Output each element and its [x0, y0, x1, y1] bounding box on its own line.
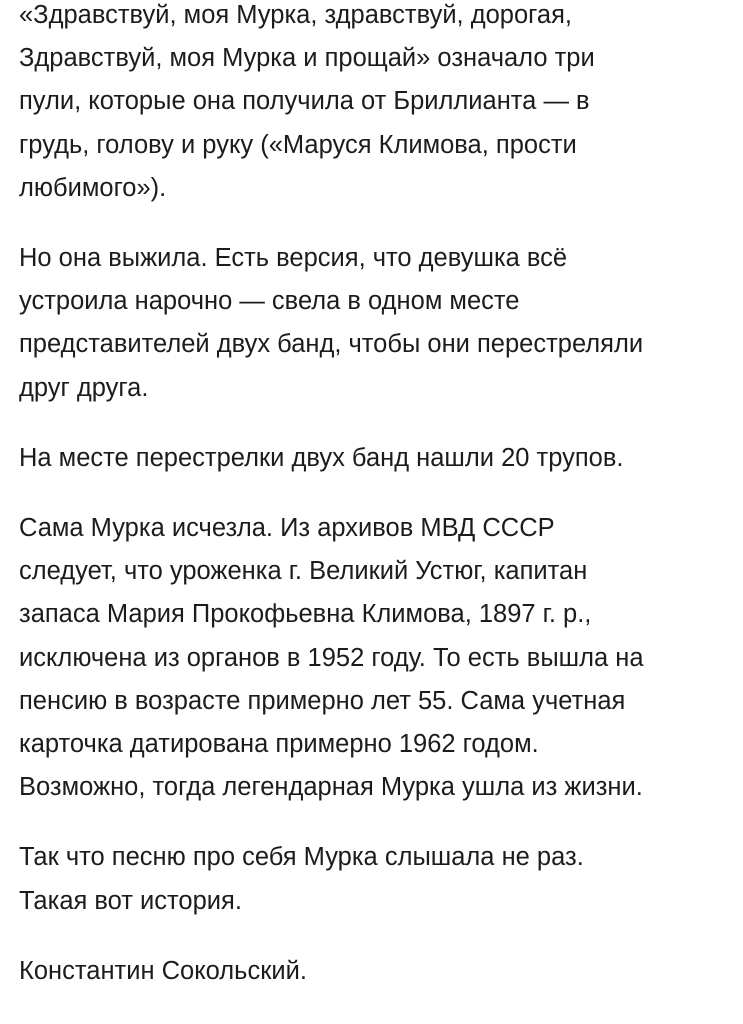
text-line: Возможно, тогда легендарная Мурка ушла из жизни. — [19, 773, 643, 802]
text-line: На месте перестрелки двух банд нашли 20 трупов. — [19, 443, 624, 472]
text-line: Сама Мурка исчезла. Из архивов МВД СССР — [19, 514, 555, 543]
text-line: представителей двух банд, чтобы они перестреляли — [19, 330, 644, 359]
text-line: грудь, голову и руку («Маруся Климова, прости — [19, 130, 577, 159]
paragraph-shootout — [19, 437, 731, 480]
paragraph-survival — [19, 237, 731, 410]
text-line: Такая вот история. — [19, 886, 242, 915]
author-signature — [19, 950, 731, 993]
text-line: исключена из органов в 1952 году. То есть вышла на — [19, 643, 644, 672]
text-line: «Здравствуй, моя Мурка, здравствуй, дорогая, — [19, 1, 572, 29]
text-line: Но она выжила. Есть версия, что девушка всё — [19, 244, 568, 273]
article-body — [19, 0, 731, 1020]
text-line: Так что песню про себя Мурка слышала не раз. — [19, 843, 584, 872]
text-line: пули, которые она получила от Бриллианта — в — [19, 87, 590, 116]
author-name: Константин Сокольский. — [19, 956, 307, 985]
paragraph-conclusion — [19, 836, 731, 922]
text-line: Здравствуй, моя Мурка и прощай» означало три — [19, 44, 595, 73]
text-line: пенсию в возрасте примерно лет 55. Сама учетная — [19, 686, 626, 715]
text-line: устроила нарочно — свела в одном месте — [19, 287, 520, 316]
text-line: следует, что уроженка г. Великий Устюг, капитан — [19, 557, 588, 586]
text-line: любимого»). — [19, 173, 167, 202]
text-line: карточка датирована примерно 1962 годом. — [19, 730, 539, 759]
paragraph-archives — [19, 507, 731, 809]
text-line: запаса Мария Прокофьевна Климова, 1897 г. р., — [19, 600, 592, 629]
paragraph-murka-song — [19, 0, 731, 210]
text-line: друг друга. — [19, 373, 149, 402]
